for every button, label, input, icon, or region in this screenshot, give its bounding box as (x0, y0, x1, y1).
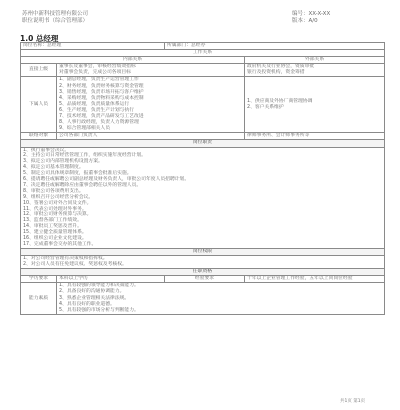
company-name: 苏州中新科技管理有限公司 (22, 11, 89, 17)
superior-cell (57, 64, 245, 77)
position-name: 岗位名称：总经理 (21, 43, 165, 50)
duty-item: 14、审批员工奖惩及晋升。 (23, 224, 82, 230)
subordinate-external-line: 2、客户关系维护 (247, 104, 284, 110)
authority-title: 岗位权限 (21, 248, 385, 255)
duty-item: 13、监督各部门工作绩效。 (23, 218, 82, 224)
doc-number: 编号：XX-X-XX (292, 11, 331, 17)
contact-label: 联络对象 (21, 133, 57, 140)
superior-label: 直接上级 (21, 64, 57, 77)
duty-item: 8、审批公司各项费用支出。 (23, 188, 84, 194)
duty-item: 10、签署公司对外合同及文件。 (23, 200, 92, 206)
edu-value: 本科以上学历 (57, 276, 165, 283)
skill-item: 1、具有较强的领导能力和决策能力。 (59, 283, 139, 289)
subordinate-line: 4、采购经理，负责物料采购与成本控制 (59, 95, 144, 101)
subordinate-label: 下属人员 (21, 77, 57, 133)
subordinate-line: 8、人事行政经理，负责人力资源管理 (59, 120, 139, 126)
page-footer: 共1页 第1页 (340, 399, 366, 404)
skill-item: 2、具备良好的沟通协调能力。 (59, 289, 125, 295)
conditions-title: 任职资格 (21, 269, 385, 276)
job-description-table (20, 42, 385, 315)
duty-item: 3、拟定公司内部管理机构设置方案。 (23, 159, 103, 165)
authority-title-row (21, 248, 385, 255)
exp-value: 十年以上企业管理工作经验，五年以上同岗位经验 (245, 276, 385, 283)
subordinate-external-line: 1、供应商及外协厂商管理协调 (247, 98, 313, 104)
duty-item: 15、建立健全质量管理体系。 (23, 230, 87, 236)
duty-item: 16、组织公司企业文化建设。 (23, 236, 87, 242)
skills-cell (57, 283, 385, 314)
duties-cell (21, 147, 385, 248)
authority-cell (21, 256, 385, 269)
conditions-title-row (21, 269, 385, 276)
skills-label: 能力素质 (21, 283, 57, 314)
superior-row (21, 64, 385, 77)
subordinate-line: 2、财务经理，负责财务核算与资金管理 (59, 83, 144, 89)
doc-subtitle: 职位说明书（综合管理部） (22, 18, 89, 24)
skill-item: 3、熟悉企业管理相关法律法规。 (59, 295, 130, 301)
exp-label: 经验要求 (165, 276, 245, 283)
skill-item: 5、具有较强的市场分析与判断能力。 (59, 307, 139, 313)
duty-item: 17、完成董事会交办的其他工作。 (23, 242, 97, 247)
subordinate-line: 5、品质经理，负责质量体系运行 (59, 101, 130, 107)
duty-item: 9、组织召开公司经营分析会议。 (23, 194, 94, 200)
contact-external: 律师事务所、会计师事务所等 (245, 133, 385, 140)
authority-item: 2、对公司人员有任免建议权、奖惩权及考核权。 (23, 262, 127, 268)
duty-item: 2、主持公司日常经营管理工作，组织实施年度经营计划。 (23, 153, 146, 159)
duties-title: 岗位职责 (21, 140, 385, 147)
duty-item: 12、审批公司财务预算与决算。 (23, 212, 92, 218)
edu-label: 学历要求 (21, 276, 57, 283)
subordinate-line: 6、生产经理，负责生产计划与执行 (59, 107, 135, 113)
superior-external-line: 银行及投资机构，资金筹措 (247, 70, 305, 76)
superior-line: 董事长及董事会，审核经营绩效指标 (59, 64, 136, 70)
position-row (21, 43, 385, 50)
duty-item: 4、拟定公司基本管理制度。 (23, 165, 84, 171)
contact-row (21, 133, 385, 140)
duty-item: 7、决定聘任或解聘除应由董事会聘任以外的管理人员。 (23, 182, 142, 188)
conditions-row (21, 276, 385, 283)
superior-external-cell (245, 64, 385, 77)
internal-header: 内部关系 (21, 57, 245, 64)
superior-external-line: 政府机关及行业协会，资质审批 (247, 64, 315, 70)
department-name: 所属部门：总经办 (165, 43, 385, 50)
skills-row (21, 283, 385, 314)
doc-version: 版本：A/0 (292, 18, 318, 24)
duty-item: 6、提请聘任或解聘公司副总经理及财务负责人，审批公司年度人员招聘计划。 (23, 177, 190, 183)
duties-title-row (21, 140, 385, 147)
subordinate-external-cell (245, 77, 385, 133)
duties-row (21, 147, 385, 248)
authority-row (21, 256, 385, 269)
duty-item: 11、代表公司处理对外事务。 (23, 206, 87, 212)
skill-item: 4、具有良好的职业道德。 (59, 301, 115, 307)
relations-title-row (21, 50, 385, 57)
subordinate-line: 9、综合管理部相关人员 (59, 126, 111, 132)
external-header: 外部关系 (245, 57, 385, 64)
duty-item: 5、制定公司具体规章制度，报董事会批准后实施。 (23, 171, 132, 177)
relations-title: 工作关系 (21, 50, 385, 57)
superior-line: 对董事会负责，完成公司各项目标 (59, 70, 131, 76)
subordinate-row (21, 77, 385, 133)
contact-internal: 公司各部门负责人 (57, 133, 245, 140)
subordinate-line: 3、销售经理，负责市场开拓与客户维护 (59, 89, 144, 95)
subordinate-cell (57, 77, 245, 133)
duty-item: 1、执行董事会决议。 (23, 147, 70, 153)
subordinate-line: 1、副总经理，负责生产运营管理工作 (59, 77, 139, 83)
subordinate-line: 7、技术经理，负责产品研发与工艺改进 (59, 114, 144, 120)
authority-item: 1、对公司经营管理有决策权和指挥权。 (23, 256, 108, 261)
section-title: 1.0 总经理 (20, 34, 59, 43)
relations-header-row (21, 57, 385, 64)
